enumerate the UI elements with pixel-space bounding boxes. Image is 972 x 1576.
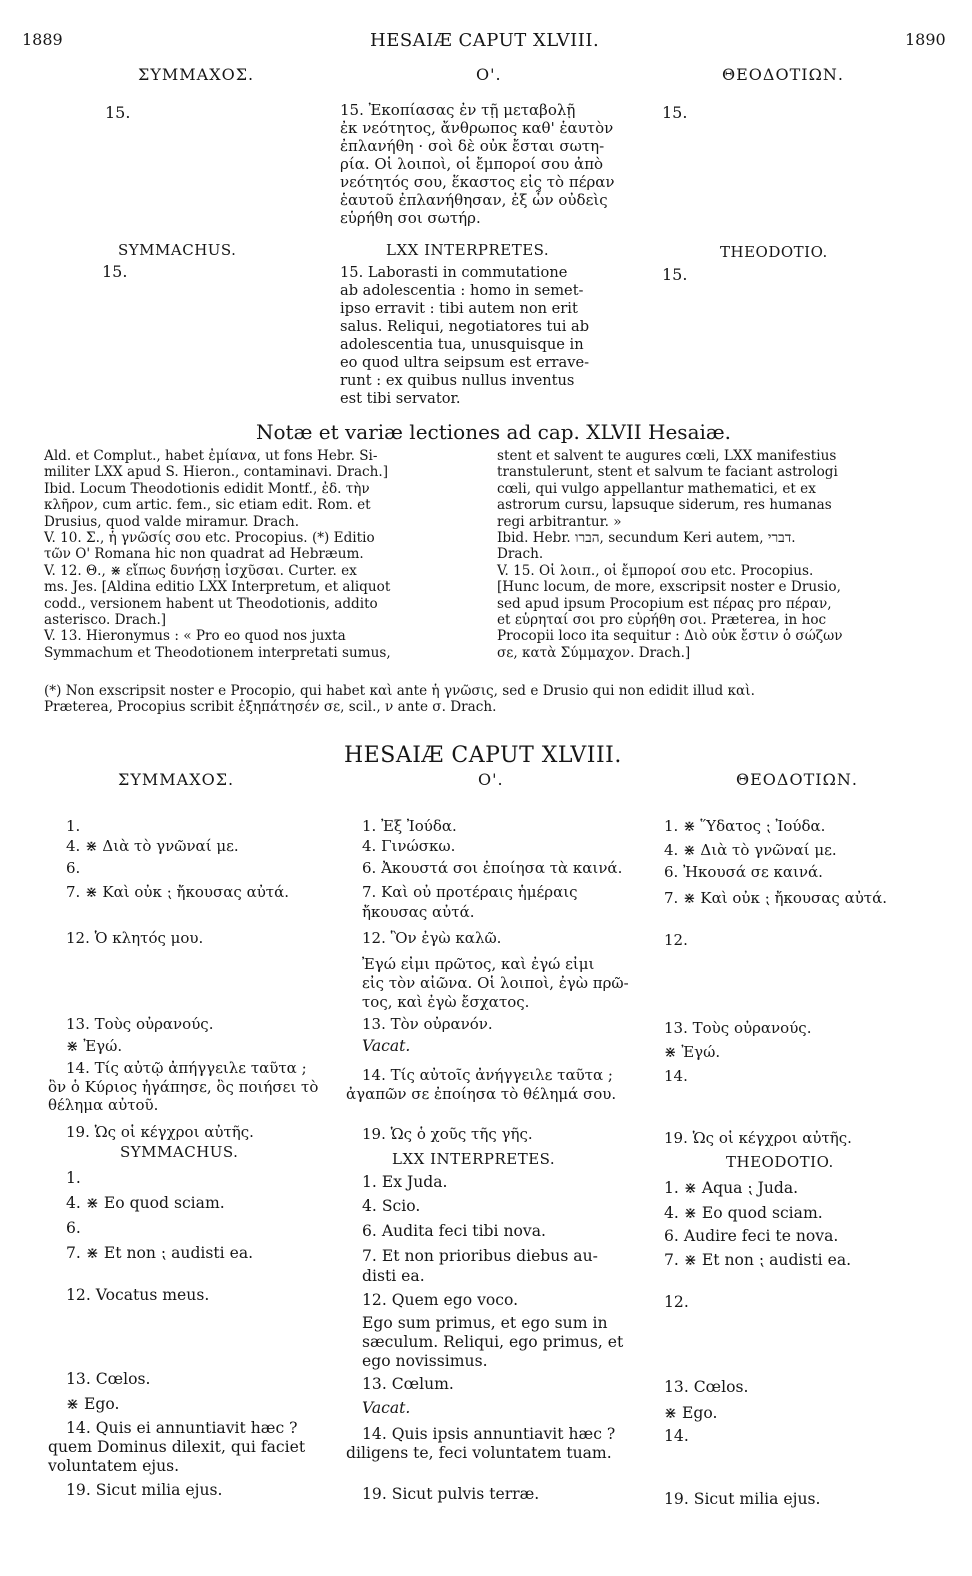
verse-line: 7. ⋇ Καὶ οὐκ ⁏ ἤκουσας αὐτά. xyxy=(664,889,888,907)
note-line: militer LXX apud S. Hieron., contaminavi. Drach.] xyxy=(44,464,389,481)
chapter-head-symmachus-latin: SYMMACHUS. xyxy=(120,1143,239,1161)
note-line: [Hunc locum, de more, exscripsit noster e Drusio, xyxy=(497,579,841,596)
verse-line: 14. xyxy=(664,1067,688,1085)
notes-right-column xyxy=(497,448,937,661)
verse-line: 13. Cœlos. xyxy=(66,1370,151,1388)
text-line: ab adolescentia : homo in semet- xyxy=(340,282,584,299)
text-line: ρία. Οἱ λοιποὶ, οἱ ἔμποροί σου ἀπὸ xyxy=(340,155,604,173)
note-line: Symmachum et Theodotionem interpretati sumus, xyxy=(44,644,391,661)
top-head-symmachus-greek: ΣΥΜΜΑΧΟΣ. xyxy=(138,65,255,84)
note-line: Ibid. Hebr. הברו, secundum Keri autem, דברי. xyxy=(497,530,796,547)
page-number-right: 1890 xyxy=(905,30,946,49)
top-head-lxx-latin: LXX INTERPRETES. xyxy=(386,241,550,259)
page-number-left: 1889 xyxy=(22,30,63,49)
text-line: runt : ex quibus nullus inventus xyxy=(340,372,575,389)
verse-line: ἀγαπῶν σε ἐποίησα τὸ θέλημά σου. xyxy=(346,1085,617,1103)
top-verse-num-right: 15. xyxy=(662,103,688,122)
note-line: τῶν Ο' Romana hic non quadrat ad Hebræum. xyxy=(44,546,364,563)
top-head-lxx-greek: Ο'. xyxy=(476,65,502,84)
verse-line: 6. xyxy=(66,1219,81,1237)
note-line: V. 15. Οἱ λοιπ., οἱ ἔμποροί σου etc. Procopius. xyxy=(497,562,814,579)
text-line: ἐπλανήθη · σοὶ δὲ οὐκ ἔσται σωτη- xyxy=(340,137,605,155)
note-line: V. 10. Σ., ἡ γνῶσίς σου etc. Procopius. (*) Editio xyxy=(44,530,375,547)
verse-line: θέλημα αὐτοῦ. xyxy=(48,1096,159,1114)
note-line: et εὑρηταί σοι pro εὑρήθη σοι. Præterea, in hoc xyxy=(497,612,827,629)
verse-line: 4. Γινώσκω. xyxy=(362,837,456,855)
footnote-line: Præterea, Procopius scribit ἐξηπάτησέν σε, scil., ν ante σ. Drach. xyxy=(44,699,497,716)
verse-line: Ἐγώ εἰμι πρῶτος, καὶ ἐγώ εἰμι xyxy=(362,955,595,973)
verse-line: ⋇ Ἐγώ. xyxy=(66,1037,123,1055)
text-line: εὑρήθη σοι σωτήρ. xyxy=(340,209,481,227)
verse-line: sæculum. Reliqui, ego primus, et xyxy=(362,1333,624,1351)
verse-line: 19. Ὡς οἱ κέγχροι αὐτῆς. xyxy=(66,1123,254,1141)
top-latin-lxx-text xyxy=(340,264,650,408)
verse-line: voluntatem ejus. xyxy=(48,1457,180,1475)
verse-line: Vacat. xyxy=(362,1399,411,1417)
verse-line: 12. Vocatus meus. xyxy=(66,1286,210,1304)
verse-line: 12. Ὁ κλητός μου. xyxy=(66,929,204,947)
verse-line: Ego sum primus, et ego sum in xyxy=(362,1314,608,1332)
verse-line: 13. Cœlos. xyxy=(664,1378,749,1396)
top-verse-num-left: 15. xyxy=(105,103,131,122)
verse-line: 19. Sicut milia ejus. xyxy=(664,1490,821,1508)
verse-line: ⋇ Ἐγώ. xyxy=(664,1043,721,1061)
verse-line: 6. Ἠκουσά σε καινά. xyxy=(664,863,823,881)
verse-line: disti ea. xyxy=(362,1267,425,1285)
top-latin-verse-num-left: 15. xyxy=(102,262,128,281)
verse-line: 13. Τοὺς οὐρανούς. xyxy=(66,1015,214,1033)
chapter-head-lxx-latin: LXX INTERPRETES. xyxy=(392,1150,556,1168)
notes-left-column xyxy=(44,448,484,661)
verse-line: 1. ⋇ Aqua ⁏ Juda. xyxy=(664,1179,799,1197)
verse-line: 6. xyxy=(66,859,81,877)
text-line: est tibi servator. xyxy=(340,390,461,407)
running-head: HESAIÆ CAPUT XLVIII. xyxy=(370,30,600,51)
verse-line: 4. ⋇ Eo quod sciam. xyxy=(66,1194,225,1212)
verse-line: 7. ⋇ Καὶ οὐκ ⁏ ἤκουσας αὐτά. xyxy=(66,883,290,901)
verse-line: 4. ⋇ Διὰ τὸ γνῶναί με. xyxy=(66,837,239,855)
verse-line: 19. Ὡς ὁ χοῦς τῆς γῆς. xyxy=(362,1125,533,1143)
text-line: 15. Laborasti in commutatione xyxy=(340,264,568,281)
top-head-theodotion-greek: ΘΕΟΔΟΤΙΩΝ. xyxy=(722,65,844,84)
verse-line: 13. Τὸν οὐρανόν. xyxy=(362,1015,493,1033)
notes-title: Notæ et variæ lectiones ad cap. XLVII Hesaiæ. xyxy=(256,420,732,444)
chapter-head-theodotion-latin: THEODOTIO. xyxy=(726,1153,834,1171)
verse-line: ὃν ὁ Κύριος ἠγάπησε, ὃς ποιήσει τὸ xyxy=(48,1078,319,1096)
verse-line: 6. Ἀκουστά σοι ἐποίησα τὰ καινά. xyxy=(362,859,623,877)
verse-line: 4. Scio. xyxy=(362,1197,421,1215)
text-line: adolescentia tua, unusquisque in xyxy=(340,336,584,353)
verse-line: ⋇ Ego. xyxy=(66,1395,120,1413)
verse-line: 13. Cœlum. xyxy=(362,1375,454,1393)
chapter-head-symmachus-greek: ΣΥΜΜΑΧΟΣ. xyxy=(118,770,235,789)
top-head-symmachus-latin: SYMMACHUS. xyxy=(118,241,237,259)
note-line: cœli, qui vulgo appellantur mathematici, et ex xyxy=(497,480,816,497)
top-head-theodotion-latin: THEODOTIO. xyxy=(720,243,828,261)
verse-line: 1. ⋇ Ὕδατος ⁏ Ἰούδα. xyxy=(664,817,826,835)
verse-line: εἰς τὸν αἰῶνα. Οἱ λοιποὶ, ἐγὼ πρῶ- xyxy=(362,974,629,992)
text-line: 15. Ἐκοπίασας ἐν τῇ μεταβολῇ xyxy=(340,101,576,119)
verse-line: 14. Τίς αὐτῷ ἀπήγγειλε ταῦτα ; xyxy=(66,1059,307,1077)
note-line: Procopii loco ita sequitur : Διὸ οὐκ ἔστιν ὁ σώζων xyxy=(497,628,843,645)
verse-line: 4. ⋇ Διὰ τὸ γνῶναί με. xyxy=(664,841,837,859)
note-line: Drach. xyxy=(497,546,544,563)
note-line: Ald. et Complut., habet ἐμίανα, ut fons Hebr. Si- xyxy=(44,448,378,464)
verse-line: 14. Quis ei annuntiavit hæc ? xyxy=(66,1419,298,1437)
note-line: codd., versionem habent ut Theodotionis, addito xyxy=(44,595,378,612)
verse-line: 12. Quem ego voco. xyxy=(362,1291,519,1309)
note-line: transtulerunt, stent et salvum te faciant astrologi xyxy=(497,464,838,481)
text-line: ἑαυτοῦ ἐπλανήθησαν, ἐξ ὧν οὐδεὶς xyxy=(340,191,608,209)
verse-line: τος, καὶ ἐγὼ ἔσχατος. xyxy=(362,993,530,1011)
verse-line: ego novissimus. xyxy=(362,1352,488,1370)
chapter-head-theodotion-greek: ΘΕΟΔΟΤΙΩΝ. xyxy=(736,770,858,789)
note-line: σε, κατὰ Σύμμαχον. Drach.] xyxy=(497,644,691,661)
verse-line: 12. Ὃν ἐγὼ καλῶ. xyxy=(362,929,502,947)
verse-line: 6. Audita feci tibi nova. xyxy=(362,1222,546,1240)
verse-line: 1. Ἐξ Ἰούδα. xyxy=(362,817,457,835)
verse-line: 19. Sicut pulvis terræ. xyxy=(362,1485,540,1503)
verse-line: 14. Τίς αὐτοῖς ἀνήγγειλε ταῦτα ; xyxy=(362,1066,613,1084)
verse-line: 4. ⋇ Eo quod sciam. xyxy=(664,1204,823,1222)
note-line: sed apud ipsum Procopium est πέρας pro πέραν, xyxy=(497,595,832,612)
note-line: stent et salvent te augures cœli, LXX manifestius xyxy=(497,448,837,464)
chapter-title: HESAIÆ CAPUT XLVIII. xyxy=(344,743,622,768)
note-line: V. 12. Θ., ⋇ εἴπως δυνήσῃ ἰσχῦσαι. Curter. ex xyxy=(44,562,357,579)
note-line: V. 13. Hieronymus : « Pro eo quod nos juxta xyxy=(44,628,346,645)
note-line: astrorum cursu, lapsuque siderum, res humanas xyxy=(497,497,832,514)
text-line: νεότητός σου, ἕκαστος εἰς τὸ πέραν xyxy=(340,173,615,191)
verse-line: Vacat. xyxy=(362,1037,411,1055)
text-line: ipso erravit : tibi autem non erit xyxy=(340,300,578,317)
verse-line: 1. xyxy=(66,817,81,835)
verse-line: 19. Ὡς οἱ κέγχροι αὐτῆς. xyxy=(664,1129,852,1147)
note-line: Drusius, quod valde miramur. Drach. xyxy=(44,513,300,530)
verse-line: diligens te, feci voluntatem tuam. xyxy=(346,1444,612,1462)
verse-line: 14. Quis ipsis annuntiavit hæc ? xyxy=(362,1425,616,1443)
verse-line: ⋇ Ego. xyxy=(664,1404,718,1422)
footnote-line: (*) Non exscripsit noster e Procopio, qui habet καὶ ante ἡ γνῶσις, sed e Drusio qui non edidit illud καὶ. xyxy=(44,683,755,699)
verse-line: 6. Audire feci te nova. xyxy=(664,1227,839,1245)
top-latin-verse-num-right: 15. xyxy=(662,265,688,284)
note-line: ms. Jes. [Aldina editio LXX Interpretum, et aliquot xyxy=(44,579,391,596)
note-line: Ibid. Locum Theodotionis edidit Montf., ἐδ. τὴν xyxy=(44,480,370,497)
verse-line: 12. xyxy=(664,931,688,949)
verse-line: 1. Ex Juda. xyxy=(362,1173,448,1191)
verse-line: 14. xyxy=(664,1427,689,1445)
note-line: κλῆρον, cum artic. fem., sic etiam edit. Rom. et xyxy=(44,497,371,514)
verse-line: quem Dominus dilexit, qui faciet xyxy=(48,1438,306,1456)
verse-line: 7. ⋇ Et non ⁏ audisti ea. xyxy=(66,1244,254,1262)
verse-line: 7. Καὶ οὐ προτέραις ἡμέραις xyxy=(362,883,578,901)
text-line: ἐκ νεότητος, ἄνθρωπος καθ' ἑαυτὸν xyxy=(340,119,614,137)
text-line: salus. Reliqui, negotiatores tui ab xyxy=(340,318,590,335)
chapter-head-lxx-greek: Ο'. xyxy=(478,770,504,789)
verse-line: 1. xyxy=(66,1169,81,1187)
verse-line: ἤκουσας αὐτά. xyxy=(362,903,475,921)
note-line: asterisco. Drach.] xyxy=(44,612,167,629)
verse-line: 12. xyxy=(664,1293,689,1311)
verse-line: 19. Sicut milia ejus. xyxy=(66,1481,223,1499)
notes-footnote xyxy=(44,683,934,716)
verse-line: 13. Τοὺς οὐρανούς. xyxy=(664,1019,812,1037)
verse-line: 7. ⋇ Et non ⁏ audisti ea. xyxy=(664,1251,852,1269)
top-greek-lxx-text xyxy=(340,101,650,227)
note-line: regi arbitrantur. » xyxy=(497,513,622,530)
verse-line: 7. Et non prioribus diebus au- xyxy=(362,1247,598,1265)
text-line: eo quod ultra seipsum est errave- xyxy=(340,354,590,371)
